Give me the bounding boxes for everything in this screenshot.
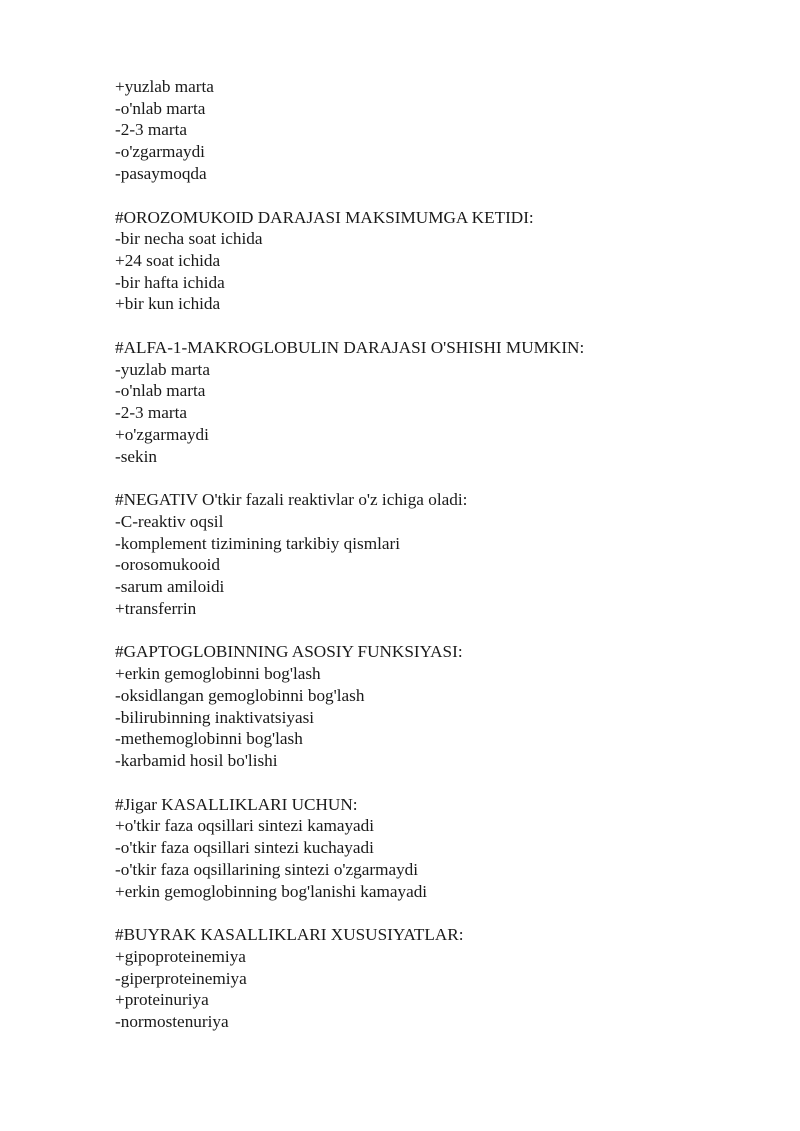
- answer-option: +proteinuriya: [115, 990, 209, 1010]
- answer-option: -o'nlab marta: [115, 98, 206, 118]
- answer-option: -oksidlangan gemoglobinni bog'lash: [115, 685, 365, 705]
- question-text: #NEGATIV O'tkir fazali reaktivlar o'z ichiga oladi:: [115, 490, 468, 510]
- answer-option: +24 soat ichida: [115, 250, 221, 270]
- question-block-jigar: [115, 794, 775, 903]
- answer-option: -2-3 marta: [115, 403, 188, 423]
- answer-option: -sarum amiloidi: [115, 577, 225, 597]
- answer-option: -karbamid hosil bo'lishi: [115, 750, 278, 770]
- answer-option: -bir necha soat ichida: [115, 229, 263, 249]
- answer-option: +erkin gemoglobinni bog'lash: [115, 664, 321, 684]
- answer-option: +yuzlab marta: [115, 77, 214, 96]
- answer-option: -o'tkir faza oqsillarining sintezi o'zgarmaydi: [115, 859, 419, 879]
- answer-option: -2-3 marta: [115, 120, 188, 140]
- answer-option: -o'zgarmaydi: [115, 142, 205, 162]
- answer-option: -pasaymoqda: [115, 163, 207, 183]
- question-text: #ALFA-1-MAKROGLOBULIN DARAJASI O'SHISHI MUMKIN:: [115, 338, 585, 358]
- answer-option: -normostenuriya: [115, 1012, 229, 1032]
- document-page: [115, 76, 775, 1055]
- question-block-buyrak: [115, 924, 775, 1033]
- answer-option: -yuzlab marta: [115, 359, 210, 379]
- answer-option: +gipoproteinemiya: [115, 946, 246, 966]
- answer-option: -giperproteinemiya: [115, 968, 247, 988]
- answer-option: -orosomukooid: [115, 555, 221, 575]
- question-block-negativ: [115, 489, 775, 619]
- question-block-gaptoglobin: [115, 641, 775, 771]
- question-text: #GAPTOGLOBINNING ASOSIY FUNKSIYASI:: [115, 642, 463, 662]
- answer-option: -o'tkir faza oqsillari sintezi kuchayadi: [115, 838, 374, 858]
- question-text: #BUYRAK KASALLIKLARI XUSUSIYATLAR:: [115, 925, 464, 945]
- question-block-alfa-makroglobulin: [115, 337, 775, 467]
- question-text: #Jigar KASALLIKLARI UCHUN:: [115, 794, 358, 814]
- intro-options: [115, 76, 775, 185]
- answer-option: -C-reaktiv oqsil: [115, 511, 224, 531]
- answer-option: +bir kun ichida: [115, 294, 221, 314]
- answer-option: -o'nlab marta: [115, 381, 206, 401]
- answer-option: -bilirubinning inaktivatsiyasi: [115, 707, 315, 727]
- question-block-orozomukoid: [115, 207, 775, 316]
- answer-option: +transferrin: [115, 598, 197, 618]
- answer-option: -bir hafta ichida: [115, 272, 225, 292]
- answer-option: +erkin gemoglobinning bog'lanishi kamayadi: [115, 881, 428, 901]
- answer-option: +o'zgarmaydi: [115, 424, 209, 444]
- answer-option: -methemoglobinni bog'lash: [115, 729, 303, 749]
- answer-option: +o'tkir faza oqsillari sintezi kamayadi: [115, 816, 375, 836]
- answer-option: -komplement tizimining tarkibiy qismlari: [115, 533, 400, 553]
- answer-option: -sekin: [115, 446, 158, 466]
- question-text: #OROZOMUKOID DARAJASI MAKSIMUMGA KETIDI:: [115, 207, 534, 227]
